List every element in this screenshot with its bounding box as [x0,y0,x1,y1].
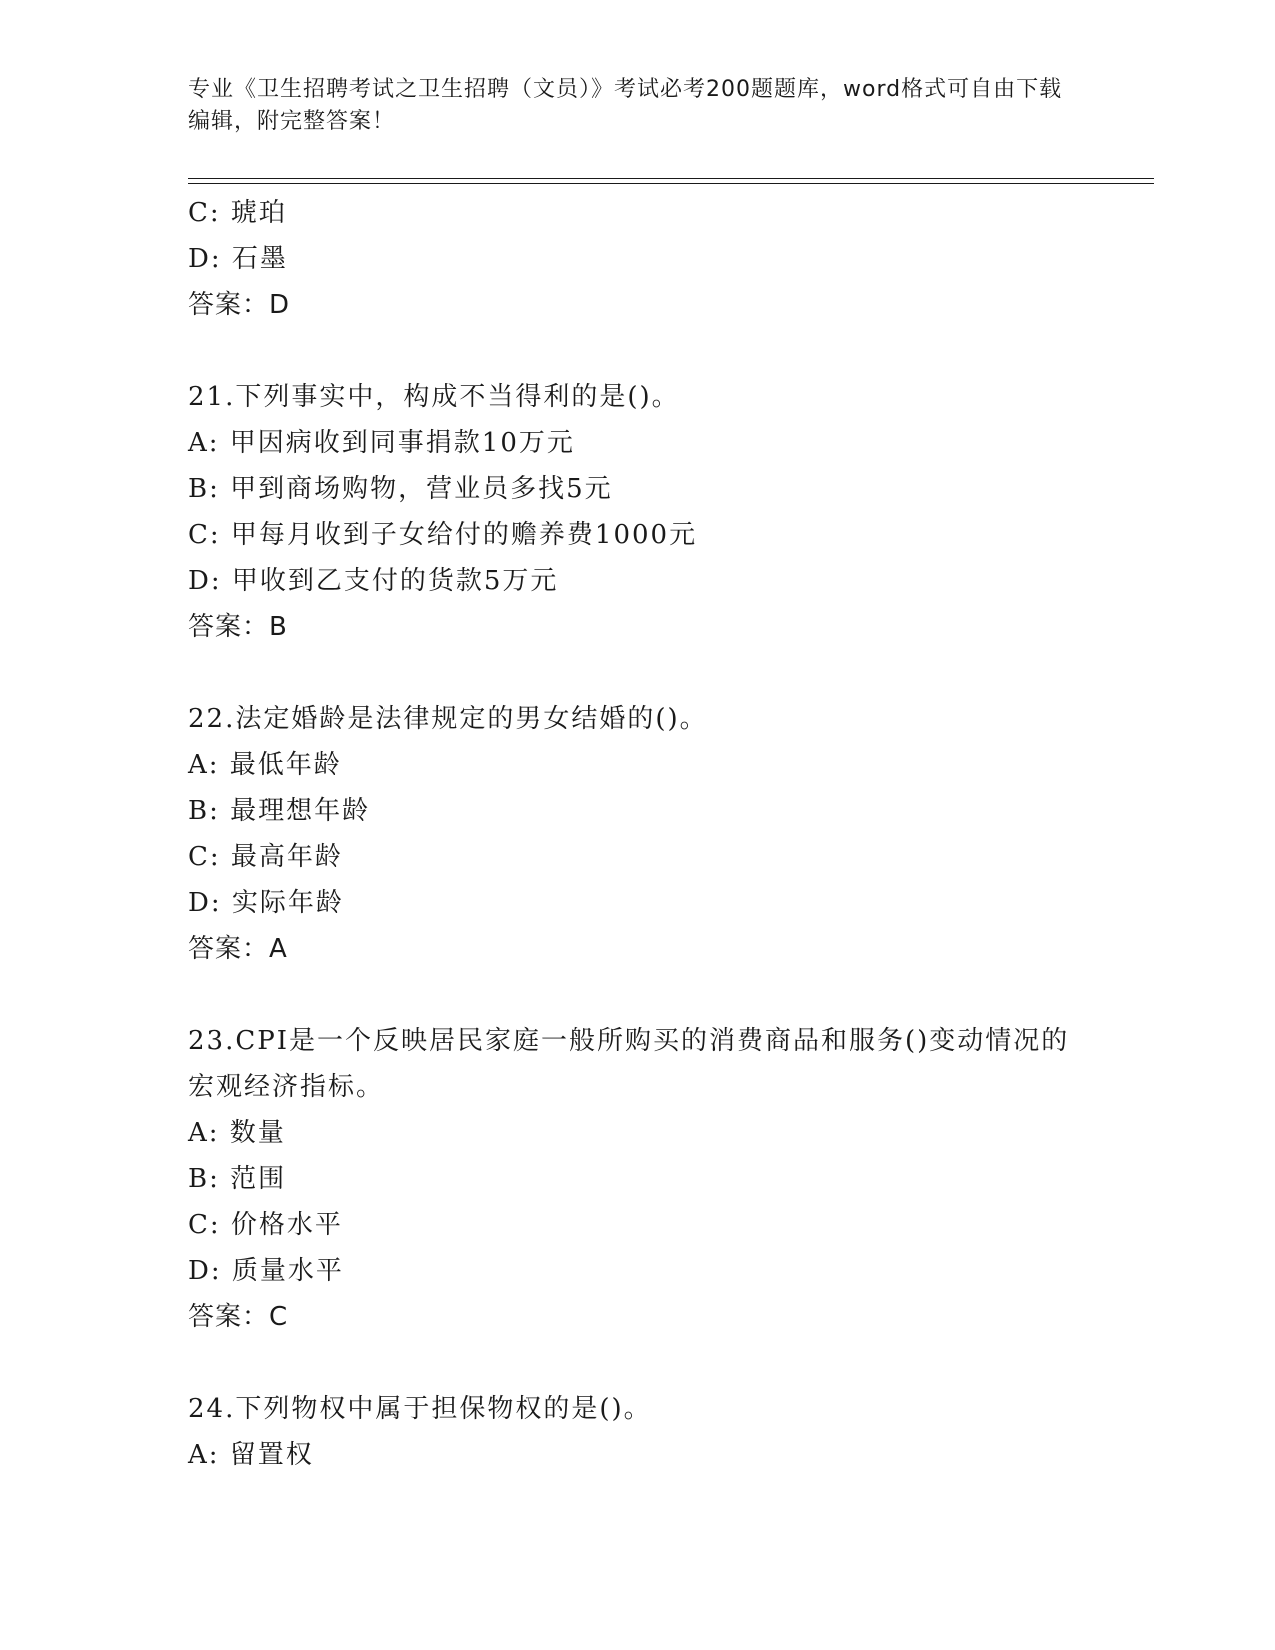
spacer [188,650,1088,696]
question-block-24 [188,1386,1088,1478]
option-c: C: 琥珀 [188,198,287,228]
option-b: B: 最理想年龄 [188,796,371,826]
option-d: D: 石墨 [188,244,288,274]
option-c: C: 甲每月收到子女给付的赡养费1000元 [188,520,698,550]
option-a: A: 留置权 [188,1440,314,1470]
question-stem: 24.下列物权中属于担保物权的是()。 [188,1394,652,1424]
question-stem: 22.法定婚龄是法律规定的男女结婚的()。 [188,704,708,734]
question-block-23 [188,1018,1088,1340]
option-d: D: 甲收到乙支付的货款5万元 [188,566,559,596]
option-d: D: 质量水平 [188,1256,344,1286]
answer-line: 答案：A [188,934,288,964]
option-a: A: 最低年龄 [188,750,342,780]
option-a: A: 甲因病收到同事捐款10万元 [188,428,575,458]
spacer [188,328,1088,374]
header-rule-top [188,178,1154,179]
spacer [188,1340,1088,1386]
question-block-22 [188,696,1088,972]
option-b: B: 甲到商场购物，营业员多找5元 [188,474,613,504]
option-c: C: 价格水平 [188,1210,343,1240]
question-list [188,190,1088,1478]
answer-line: 答案：B [188,612,288,642]
question-block-20 [188,190,1088,328]
option-a: A: 数量 [188,1118,286,1148]
header-rule-bottom [188,183,1154,184]
document-header: 专业《卫生招聘考试之卫生招聘（文员）》考试必考200题题库，word格式可自由下载编辑，附完整答案！ [188,77,1063,134]
option-d: D: 实际年龄 [188,888,344,918]
option-b: B: 范围 [188,1164,287,1194]
answer-line: 答案：D [188,290,291,320]
question-block-21 [188,374,1088,650]
question-stem: 21.下列事实中，构成不当得利的是()。 [188,382,680,412]
answer-line: 答案：C [188,1302,289,1332]
question-stem: 23.CPI是一个反映居民家庭一般所购买的消费商品和服务()变动情况的宏观经济指标。 [188,1026,1070,1102]
spacer [188,972,1088,1018]
option-c: C: 最高年龄 [188,842,343,872]
